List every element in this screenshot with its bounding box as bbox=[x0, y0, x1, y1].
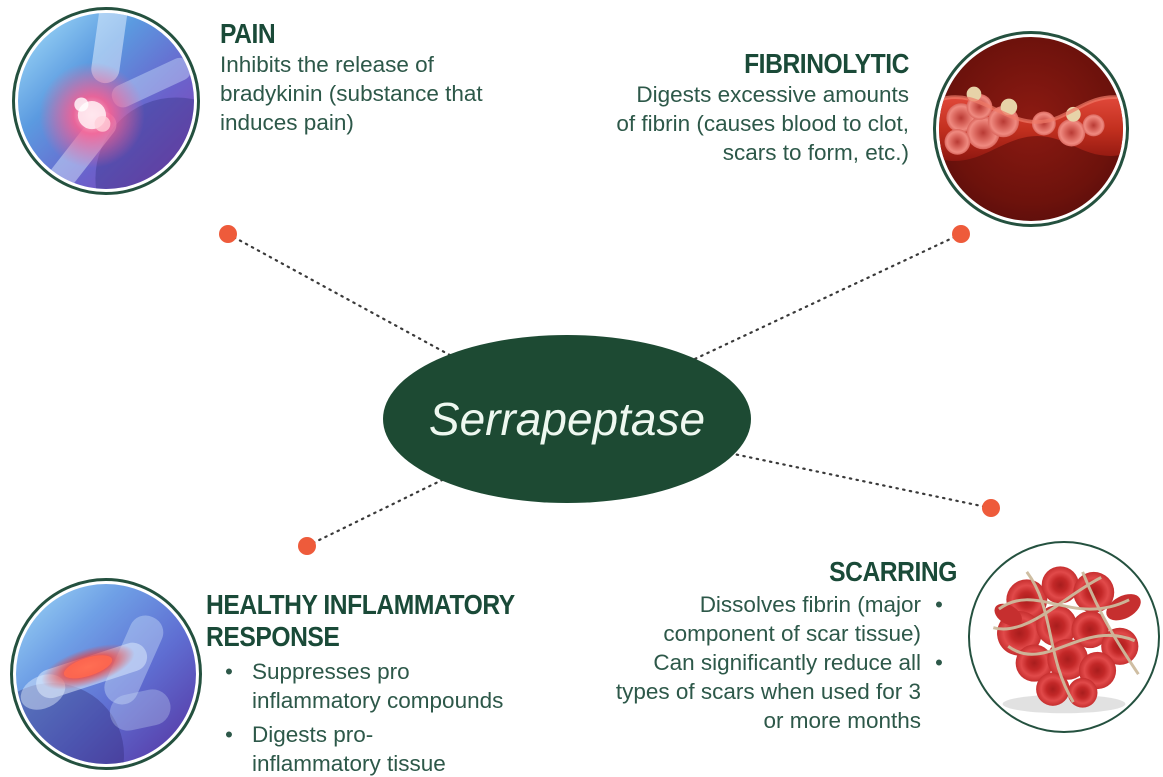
red-blood-cell-clot-image bbox=[971, 544, 1157, 730]
dot-fibrinolytic bbox=[952, 225, 970, 243]
bullet-dot: • bbox=[225, 659, 233, 684]
dot-scarring bbox=[982, 499, 1000, 517]
scarring-bullet-item bbox=[517, 648, 957, 735]
scarring-bullet-text: Dissolves fibrin (major component of scar tissue) bbox=[663, 592, 921, 646]
bullet-dot: • bbox=[935, 592, 943, 617]
fibrinolytic-line: scars to form, etc.) bbox=[722, 140, 909, 165]
pain-image-circle bbox=[12, 7, 200, 195]
pain-line: induces pain) bbox=[220, 110, 354, 135]
healthy-bullet-item bbox=[206, 657, 566, 715]
scarring-title: SCARRING bbox=[829, 556, 957, 587]
clogged-blood-vessel-image bbox=[939, 37, 1123, 221]
pain-title: PAIN bbox=[220, 18, 276, 49]
fibrinolytic-section bbox=[489, 48, 909, 167]
bullet-dot: • bbox=[935, 650, 943, 675]
bullet-dot: • bbox=[225, 722, 233, 747]
dot-healthy bbox=[298, 537, 316, 555]
healthy-response-section bbox=[206, 589, 566, 777]
healthy-bullet-text: Suppresses pro inflammatory compounds bbox=[252, 659, 504, 713]
healthy-bullet-text: Digests pro- inflammatory tissue bbox=[252, 722, 446, 776]
fibrinolytic-line: Digests excessive amounts bbox=[636, 82, 909, 107]
scarring-section bbox=[517, 556, 957, 735]
inflamed-wrist-xray-image bbox=[16, 584, 196, 764]
healthy-bullet-item bbox=[206, 720, 566, 777]
fibrinolytic-title: FIBRINOLYTIC bbox=[744, 48, 909, 79]
knee-joint-xray-image bbox=[18, 13, 194, 189]
healthy-response-title: RESPONSE bbox=[206, 621, 340, 652]
healthy-image-circle bbox=[10, 578, 202, 770]
fibrinolytic-image-circle bbox=[933, 31, 1129, 227]
dot-pain bbox=[219, 225, 237, 243]
pain-line: bradykinin (substance that bbox=[220, 81, 483, 106]
scarring-image-circle bbox=[968, 541, 1160, 733]
fibrinolytic-line: of fibrin (causes blood to clot, bbox=[616, 111, 909, 136]
healthy-response-title: HEALTHY INFLAMMATORY bbox=[206, 589, 515, 620]
scarring-bullet-item bbox=[517, 590, 957, 648]
pain-line: Inhibits the release of bbox=[220, 52, 434, 77]
serrapeptase-label: Serrapeptase bbox=[428, 393, 706, 445]
scarring-bullet-text: Can significantly reduce all types of scars when used for 3 or more months bbox=[615, 650, 921, 733]
